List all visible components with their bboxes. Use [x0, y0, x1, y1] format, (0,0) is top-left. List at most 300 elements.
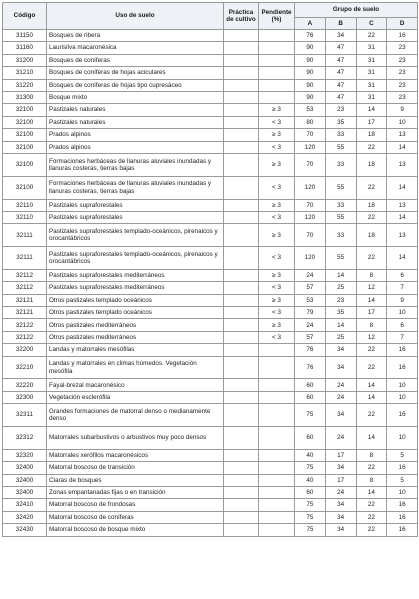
cell-group-b: 23	[325, 104, 356, 116]
cell-uso: Pastizales supraforestales mediterráneos	[47, 269, 224, 281]
cell-pendiente	[259, 344, 295, 356]
cell-group-a: 40	[295, 449, 326, 461]
header-pendiente: Pendiente (%)	[259, 3, 295, 30]
cell-pendiente	[259, 30, 295, 42]
cell-group-a: 120	[295, 141, 326, 153]
cell-codigo: 32100	[3, 153, 47, 176]
cell-uso: Bosques de coníferas de hojas tipo cupresáceo	[47, 79, 224, 91]
cell-group-d: 14	[387, 211, 418, 223]
header-practica: Práctica de cultivo	[224, 3, 259, 30]
cell-practica	[224, 331, 259, 343]
cell-group-d: 16	[387, 462, 418, 474]
cell-group-d: 16	[387, 30, 418, 42]
cell-pendiente: ≥ 3	[259, 224, 295, 247]
cell-group-c: 14	[356, 104, 387, 116]
cell-pendiente	[259, 356, 295, 379]
cell-uso: Pastizales supraforestales	[47, 211, 224, 223]
cell-group-d: 13	[387, 224, 418, 247]
cell-group-d: 16	[387, 499, 418, 511]
table-row	[3, 282, 418, 294]
cell-pendiente: ≥ 3	[259, 153, 295, 176]
cell-practica	[224, 294, 259, 306]
cell-group-a: 120	[295, 176, 326, 199]
cell-group-d: 5	[387, 449, 418, 461]
cell-uso: Landas y matorrales en climas húmedos. Vegetación mesófila	[47, 356, 224, 379]
table-row	[3, 391, 418, 403]
cell-group-b: 33	[325, 129, 356, 141]
cell-group-c: 22	[356, 141, 387, 153]
cell-codigo: 32100	[3, 141, 47, 153]
cell-pendiente	[259, 391, 295, 403]
cell-practica	[224, 247, 259, 270]
cell-pendiente	[259, 379, 295, 391]
cell-uso: Matorral boscoso de frondosas	[47, 499, 224, 511]
table-row	[3, 129, 418, 141]
table-row	[3, 104, 418, 116]
cell-practica	[224, 449, 259, 461]
cell-group-a: 70	[295, 199, 326, 211]
cell-group-a: 57	[295, 331, 326, 343]
cell-codigo: 32220	[3, 379, 47, 391]
cell-pendiente	[259, 67, 295, 79]
cell-pendiente	[259, 54, 295, 66]
cell-pendiente	[259, 486, 295, 498]
cell-group-d: 7	[387, 282, 418, 294]
cell-pendiente	[259, 404, 295, 427]
header-group-d: D	[387, 18, 418, 30]
cell-codigo: 32400	[3, 486, 47, 498]
cell-uso: Pastizales supraforestales templado-oceánicos, pirenaicos y orocantábricos	[47, 247, 224, 270]
cell-group-b: 47	[325, 91, 356, 103]
cell-group-d: 16	[387, 511, 418, 523]
cell-group-c: 22	[356, 356, 387, 379]
cell-group-a: 70	[295, 129, 326, 141]
cell-group-c: 22	[356, 511, 387, 523]
cell-practica	[224, 524, 259, 536]
cell-uso: Otros pastizales mediterráneos	[47, 331, 224, 343]
cell-group-b: 17	[325, 474, 356, 486]
cell-group-c: 18	[356, 224, 387, 247]
cell-codigo: 31200	[3, 54, 47, 66]
table-row	[3, 499, 418, 511]
cell-group-c: 31	[356, 42, 387, 54]
cell-codigo: 32111	[3, 247, 47, 270]
cell-group-a: 40	[295, 474, 326, 486]
cell-group-d: 23	[387, 67, 418, 79]
cell-group-d: 6	[387, 269, 418, 281]
cell-group-a: 79	[295, 307, 326, 319]
cell-group-c: 31	[356, 67, 387, 79]
cell-practica	[224, 474, 259, 486]
cell-group-b: 34	[325, 499, 356, 511]
cell-practica	[224, 462, 259, 474]
header-codigo: Código	[3, 3, 47, 30]
table-row	[3, 79, 418, 91]
cell-pendiente: ≥ 3	[259, 129, 295, 141]
cell-group-d: 10	[387, 307, 418, 319]
table-row	[3, 379, 418, 391]
cell-codigo: 32122	[3, 319, 47, 331]
cell-group-c: 18	[356, 199, 387, 211]
cell-group-c: 14	[356, 486, 387, 498]
header-group-a: A	[295, 18, 326, 30]
cell-group-a: 60	[295, 379, 326, 391]
cell-group-a: 80	[295, 116, 326, 128]
cell-pendiente: < 3	[259, 176, 295, 199]
cell-practica	[224, 511, 259, 523]
cell-group-b: 34	[325, 404, 356, 427]
table-row	[3, 356, 418, 379]
header-group-c: C	[356, 18, 387, 30]
cell-group-c: 22	[356, 344, 387, 356]
cell-uso: Matorrales xerófilos macaronésicos	[47, 449, 224, 461]
cell-codigo: 32400	[3, 462, 47, 474]
cell-pendiente: < 3	[259, 211, 295, 223]
cell-group-c: 31	[356, 54, 387, 66]
cell-group-c: 14	[356, 426, 387, 449]
cell-codigo: 32112	[3, 282, 47, 294]
cell-group-d: 13	[387, 153, 418, 176]
cell-practica	[224, 404, 259, 427]
cell-group-b: 24	[325, 486, 356, 498]
cell-pendiente: ≥ 3	[259, 199, 295, 211]
cell-codigo: 32300	[3, 391, 47, 403]
cell-group-d: 13	[387, 199, 418, 211]
table-row	[3, 474, 418, 486]
cell-pendiente	[259, 426, 295, 449]
cell-group-b: 33	[325, 224, 356, 247]
cell-practica	[224, 391, 259, 403]
cell-group-d: 23	[387, 42, 418, 54]
cell-group-b: 35	[325, 307, 356, 319]
table-row	[3, 67, 418, 79]
cell-pendiente: < 3	[259, 282, 295, 294]
table-row	[3, 331, 418, 343]
cell-group-a: 90	[295, 42, 326, 54]
header-group-b: B	[325, 18, 356, 30]
cell-uso: Laurisilva macaronésica	[47, 42, 224, 54]
cell-pendiente	[259, 462, 295, 474]
table-row	[3, 224, 418, 247]
cell-group-c: 8	[356, 449, 387, 461]
cell-practica	[224, 282, 259, 294]
cell-group-a: 120	[295, 247, 326, 270]
cell-group-b: 24	[325, 426, 356, 449]
cell-group-d: 23	[387, 91, 418, 103]
table-row	[3, 30, 418, 42]
cell-uso: Fayal-brezal macaronésico	[47, 379, 224, 391]
cell-uso: Prados alpinos	[47, 141, 224, 153]
cell-pendiente: < 3	[259, 116, 295, 128]
cell-group-a: 76	[295, 356, 326, 379]
cell-pendiente: ≥ 3	[259, 319, 295, 331]
cell-practica	[224, 426, 259, 449]
cell-group-b: 34	[325, 344, 356, 356]
cell-pendiente: < 3	[259, 307, 295, 319]
table-row	[3, 269, 418, 281]
cell-group-d: 23	[387, 54, 418, 66]
cell-group-b: 14	[325, 319, 356, 331]
cell-practica	[224, 356, 259, 379]
cell-group-b: 34	[325, 524, 356, 536]
cell-uso: Zonas empantanadas fijas o en transición	[47, 486, 224, 498]
table-row	[3, 486, 418, 498]
cell-group-d: 10	[387, 379, 418, 391]
cell-practica	[224, 176, 259, 199]
cell-practica	[224, 30, 259, 42]
cell-group-b: 34	[325, 356, 356, 379]
cell-group-d: 14	[387, 176, 418, 199]
cell-group-a: 70	[295, 224, 326, 247]
table-row	[3, 247, 418, 270]
cell-group-b: 35	[325, 116, 356, 128]
cell-group-b: 24	[325, 379, 356, 391]
cell-practica	[224, 224, 259, 247]
table-row	[3, 344, 418, 356]
cell-pendiente	[259, 91, 295, 103]
cell-practica	[224, 42, 259, 54]
cell-group-c: 22	[356, 499, 387, 511]
cell-practica	[224, 211, 259, 223]
cell-group-a: 90	[295, 54, 326, 66]
table-row	[3, 141, 418, 153]
cell-uso: Pastizales supraforestales	[47, 199, 224, 211]
cell-group-a: 75	[295, 524, 326, 536]
cell-group-d: 10	[387, 426, 418, 449]
cell-pendiente: ≥ 3	[259, 104, 295, 116]
cell-group-d: 9	[387, 294, 418, 306]
cell-group-b: 33	[325, 153, 356, 176]
cell-group-c: 18	[356, 129, 387, 141]
cell-group-b: 34	[325, 462, 356, 474]
cell-pendiente	[259, 524, 295, 536]
cell-uso: Landas y matorrales mesófilas	[47, 344, 224, 356]
cell-group-d: 6	[387, 319, 418, 331]
cell-group-a: 53	[295, 294, 326, 306]
cell-uso: Bosques de ribera	[47, 30, 224, 42]
cell-codigo: 32430	[3, 524, 47, 536]
cell-codigo: 31210	[3, 67, 47, 79]
cell-group-c: 17	[356, 307, 387, 319]
cell-group-c: 8	[356, 269, 387, 281]
cell-group-c: 22	[356, 211, 387, 223]
cell-group-b: 23	[325, 294, 356, 306]
cell-practica	[224, 79, 259, 91]
cell-codigo: 32112	[3, 269, 47, 281]
table-row	[3, 307, 418, 319]
cell-pendiente	[259, 511, 295, 523]
cell-group-d: 7	[387, 331, 418, 343]
cell-group-d: 14	[387, 141, 418, 153]
cell-uso: Matorrales subarbustivos o arbustivos muy poco densos	[47, 426, 224, 449]
cell-group-d: 13	[387, 129, 418, 141]
cell-pendiente	[259, 79, 295, 91]
cell-group-c: 31	[356, 79, 387, 91]
cell-group-c: 22	[356, 247, 387, 270]
cell-codigo: 31300	[3, 91, 47, 103]
cell-group-b: 55	[325, 176, 356, 199]
cell-group-b: 25	[325, 282, 356, 294]
cell-practica	[224, 486, 259, 498]
cell-codigo: 32110	[3, 211, 47, 223]
cell-group-c: 12	[356, 282, 387, 294]
cell-group-d: 16	[387, 524, 418, 536]
cell-practica	[224, 269, 259, 281]
cell-pendiente: < 3	[259, 247, 295, 270]
cell-codigo: 32320	[3, 449, 47, 461]
cell-codigo: 31220	[3, 79, 47, 91]
cell-group-a: 76	[295, 30, 326, 42]
cell-codigo: 32111	[3, 224, 47, 247]
cell-pendiente: < 3	[259, 141, 295, 153]
cell-practica	[224, 499, 259, 511]
cell-group-a: 24	[295, 269, 326, 281]
cell-practica	[224, 116, 259, 128]
cell-uso: Bosques de coníferas de hojas aciculares	[47, 67, 224, 79]
table-row	[3, 524, 418, 536]
cell-pendiente: ≥ 3	[259, 269, 295, 281]
cell-group-d: 14	[387, 247, 418, 270]
cell-group-a: 60	[295, 391, 326, 403]
cell-group-d: 16	[387, 344, 418, 356]
cell-uso: Matorral boscoso de coníferas	[47, 511, 224, 523]
table-row	[3, 176, 418, 199]
cell-codigo: 32100	[3, 104, 47, 116]
cell-group-c: 14	[356, 391, 387, 403]
cell-group-a: 75	[295, 511, 326, 523]
cell-practica	[224, 54, 259, 66]
cell-group-d: 5	[387, 474, 418, 486]
cell-practica	[224, 344, 259, 356]
cell-codigo: 32410	[3, 499, 47, 511]
cell-uso: Otros pastizales mediterráneos	[47, 319, 224, 331]
cell-group-d: 10	[387, 116, 418, 128]
cell-pendiente: ≥ 3	[259, 294, 295, 306]
cell-practica	[224, 319, 259, 331]
cell-uso: Pastizales supraforestales mediterráneos	[47, 282, 224, 294]
cell-codigo: 32420	[3, 511, 47, 523]
cell-practica	[224, 141, 259, 153]
cell-group-b: 47	[325, 79, 356, 91]
table-row	[3, 42, 418, 54]
cell-pendiente	[259, 499, 295, 511]
cell-practica	[224, 153, 259, 176]
cell-group-b: 33	[325, 199, 356, 211]
cell-group-a: 70	[295, 153, 326, 176]
header-uso: Uso de suelo	[47, 3, 224, 30]
cell-group-a: 60	[295, 426, 326, 449]
cell-codigo: 32100	[3, 176, 47, 199]
cell-group-a: 120	[295, 211, 326, 223]
table-row	[3, 199, 418, 211]
cell-codigo: 31150	[3, 30, 47, 42]
cell-group-c: 14	[356, 294, 387, 306]
cell-group-b: 14	[325, 269, 356, 281]
cell-group-a: 60	[295, 486, 326, 498]
cell-group-b: 47	[325, 54, 356, 66]
table-row	[3, 404, 418, 427]
cell-group-a: 76	[295, 344, 326, 356]
cell-practica	[224, 129, 259, 141]
cell-group-a: 90	[295, 91, 326, 103]
table-row	[3, 462, 418, 474]
table-row	[3, 511, 418, 523]
cell-group-b: 47	[325, 42, 356, 54]
cell-codigo: 32200	[3, 344, 47, 356]
cell-group-d: 9	[387, 104, 418, 116]
cell-group-d: 23	[387, 79, 418, 91]
cell-group-c: 14	[356, 379, 387, 391]
cell-codigo: 32121	[3, 294, 47, 306]
cell-uso: Otros pastizales templado oceánicos	[47, 307, 224, 319]
cell-group-b: 55	[325, 211, 356, 223]
cell-group-c: 8	[356, 474, 387, 486]
cell-pendiente	[259, 42, 295, 54]
cell-uso: Bosque mixto	[47, 91, 224, 103]
cell-uso: Matorral boscoso de bosque mixto	[47, 524, 224, 536]
cell-group-a: 24	[295, 319, 326, 331]
cell-group-c: 17	[356, 116, 387, 128]
cell-group-b: 55	[325, 247, 356, 270]
cell-group-b: 17	[325, 449, 356, 461]
cell-practica	[224, 67, 259, 79]
cell-group-c: 22	[356, 176, 387, 199]
cell-group-b: 24	[325, 391, 356, 403]
cell-codigo: 32122	[3, 331, 47, 343]
cell-practica	[224, 307, 259, 319]
cell-group-a: 57	[295, 282, 326, 294]
cell-uso: Matorral boscoso de transición	[47, 462, 224, 474]
cell-group-d: 10	[387, 486, 418, 498]
header-grupo: Grupo de suelo	[295, 3, 418, 18]
cell-group-d: 16	[387, 404, 418, 427]
cell-group-c: 12	[356, 331, 387, 343]
cell-group-d: 10	[387, 391, 418, 403]
cell-group-a: 90	[295, 67, 326, 79]
cell-codigo: 32312	[3, 426, 47, 449]
table-header	[3, 3, 418, 30]
cell-group-b: 34	[325, 511, 356, 523]
cell-codigo: 31160	[3, 42, 47, 54]
cell-codigo: 32110	[3, 199, 47, 211]
cell-uso: Prados alpinos	[47, 129, 224, 141]
cell-uso: Pastizales naturales	[47, 104, 224, 116]
cell-group-a: 75	[295, 462, 326, 474]
cell-group-a: 75	[295, 499, 326, 511]
cell-uso: Pastizales naturales	[47, 116, 224, 128]
cell-codigo: 32210	[3, 356, 47, 379]
cell-uso: Claras de bosques	[47, 474, 224, 486]
cell-uso: Formaciones herbáceas de llanuras aluviales inundadas y llanuras costeras, tierras bajas	[47, 153, 224, 176]
cell-pendiente	[259, 449, 295, 461]
cell-group-b: 47	[325, 67, 356, 79]
table-row	[3, 116, 418, 128]
cell-uso: Formaciones herbáceas de llanuras aluviales inundadas y llanuras costeras, tierras bajas	[47, 176, 224, 199]
cell-group-b: 55	[325, 141, 356, 153]
cell-pendiente: < 3	[259, 331, 295, 343]
cell-uso: Otros pastizales templado oceánicos	[47, 294, 224, 306]
table-row	[3, 449, 418, 461]
cell-group-a: 90	[295, 79, 326, 91]
cell-group-a: 53	[295, 104, 326, 116]
cell-practica	[224, 199, 259, 211]
cell-group-c: 22	[356, 524, 387, 536]
cell-practica	[224, 379, 259, 391]
cell-group-c: 22	[356, 404, 387, 427]
cell-codigo: 32311	[3, 404, 47, 427]
cell-codigo: 32100	[3, 116, 47, 128]
cell-uso: Vegetación esclerófila	[47, 391, 224, 403]
